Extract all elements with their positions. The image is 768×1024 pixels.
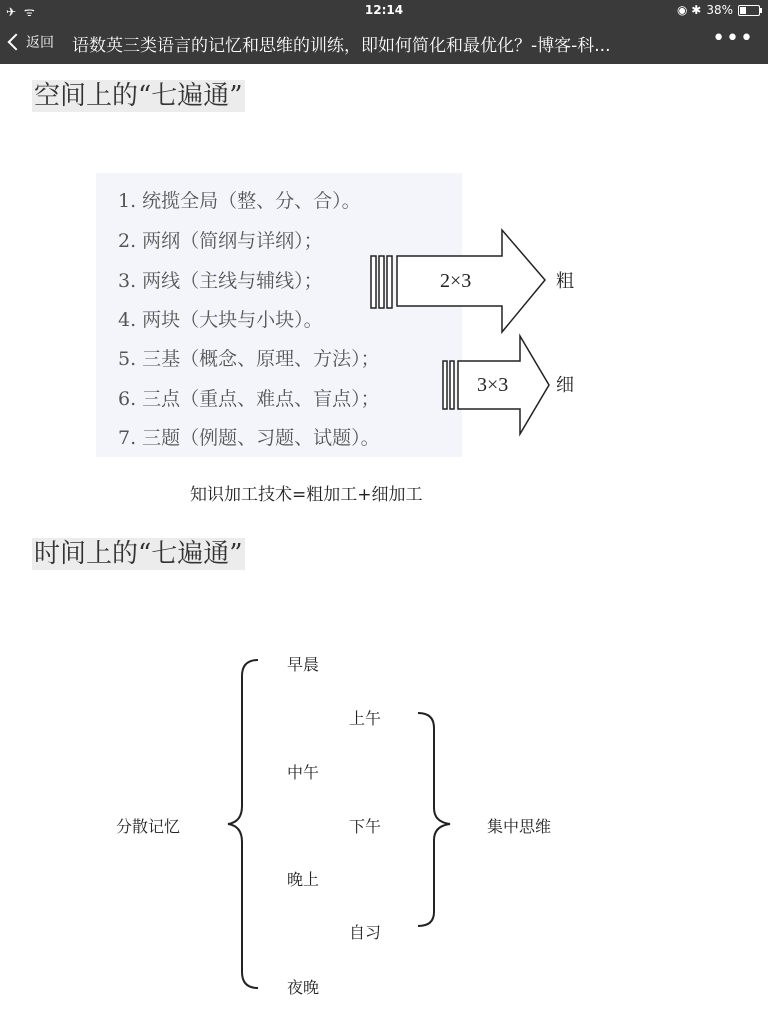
arrow-bar: [379, 256, 384, 308]
space-section-heading: 空间上的“七遍通”: [34, 81, 243, 111]
time-slot-outer: 晚上: [287, 870, 320, 889]
page-title: 语数英三类语言的记忆和思维的训练，即如何简化和最优化？-博客-科...: [72, 36, 611, 56]
battery-percent: 38%: [706, 3, 733, 17]
arrow-bar: [371, 256, 376, 308]
time-slot-outer: 早晨: [287, 655, 320, 674]
focused-thinking-label: 集中思维: [487, 817, 552, 836]
back-label: 返回: [26, 35, 54, 51]
processing-formula: 知识加工技术=粗加工+细加工: [190, 485, 423, 505]
distributed-memory-label: 分散记忆: [116, 817, 181, 836]
lock-bluetooth-icons: ◉ ✱: [676, 3, 702, 17]
list-item: 1. 统揽全局（整、分、合）。: [118, 190, 361, 212]
list-item: 7. 三题（例题、习题、试题）。: [118, 427, 380, 449]
airplane-wifi-icons: ✈ ᯤ: [6, 5, 37, 19]
time-slot-inner: 自习: [349, 923, 382, 942]
list-item: 5. 三基（概念、原理、方法）；: [118, 348, 380, 370]
arrow-bar: [387, 256, 392, 308]
coarse-label: 粗: [556, 271, 574, 292]
time-slot-outer: 中午: [287, 763, 320, 782]
status-time: 12:14: [364, 3, 404, 17]
coarse-arrow-label: 2×3: [440, 270, 472, 292]
list-item: 2. 两纲（简纲与详纲）；: [118, 230, 323, 252]
list-item: 4. 两块（大块与小块）。: [118, 309, 323, 331]
list-item: 3. 两线（主线与辅线）；: [118, 270, 323, 292]
time-slot-outer: 夜晚: [287, 978, 320, 997]
time-slot-inner: 上午: [349, 709, 382, 728]
fine-arrow-label: 3×3: [477, 374, 509, 396]
arrow-bar: [450, 361, 454, 409]
time-slot-inner: 下午: [349, 817, 382, 836]
fine-label: 细: [556, 375, 574, 396]
more-options-button[interactable]: •••: [712, 26, 754, 51]
left-brace: [228, 660, 258, 988]
time-section-heading: 时间上的“七遍通”: [34, 539, 243, 569]
right-brace: [418, 713, 450, 926]
arrow-bar: [443, 361, 447, 409]
list-item: 6. 三点（重点、难点、盲点）；: [118, 388, 380, 410]
